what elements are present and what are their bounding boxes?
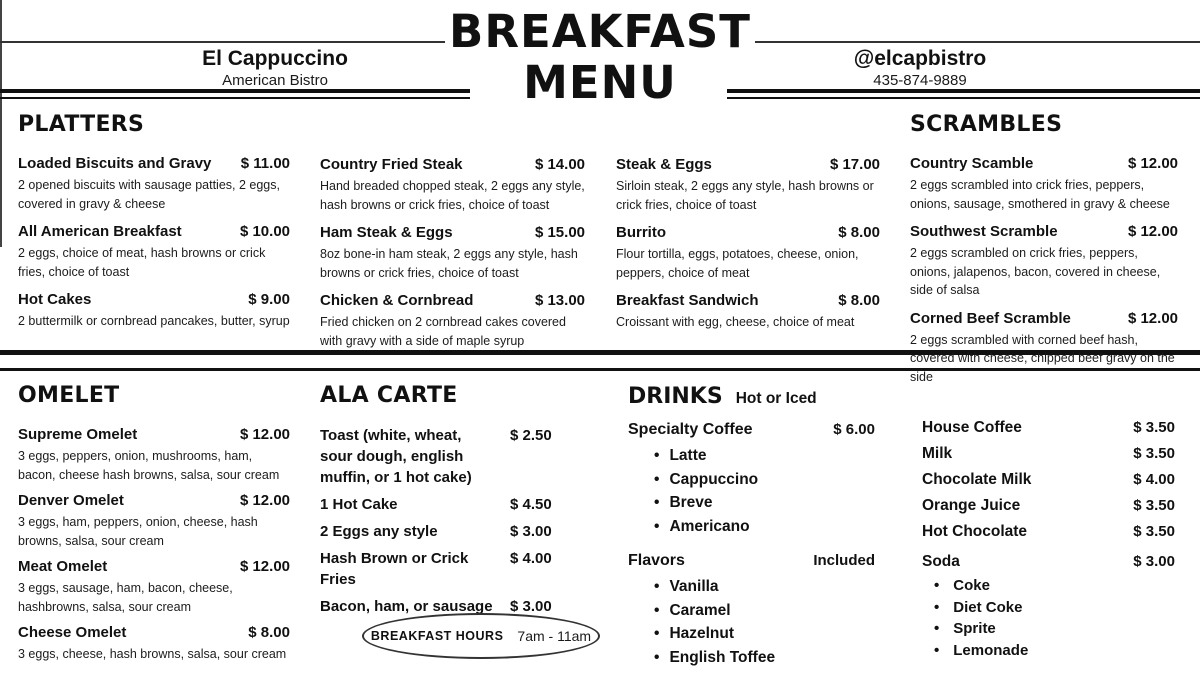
item-name: Bacon, ham, or sausage [320, 598, 493, 615]
item-name: Soda [922, 553, 960, 570]
social-handle: @elcapbistro [853, 47, 987, 70]
item-description: 2 buttermilk or cornbread pancakes, butter, syrup [18, 314, 290, 328]
item-name: Specialty Coffee [628, 421, 753, 438]
list-item: • Americano [654, 515, 875, 539]
item-price: $ 4.00 [1133, 471, 1175, 488]
omelet-heading: OMELET [18, 383, 120, 408]
item-name: Hot Cakes [18, 291, 92, 308]
menu-item [616, 291, 880, 332]
item-price: $ 11.00 [240, 155, 290, 172]
item-description: Croissant with egg, cheese, choice of meat [616, 315, 855, 329]
menu-item [320, 425, 586, 488]
item-price: $ 17.00 [829, 156, 880, 173]
item-description: Hand breaded chopped steak, 2 eggs any style, hash browns or crick fries, choice of toast [320, 179, 585, 212]
flavor-options [654, 575, 875, 669]
item-price: $ 4.50 [510, 496, 552, 513]
item-price: $ 3.00 [510, 598, 552, 615]
item-name: 2 Eggs any style [320, 523, 438, 540]
item-description: 3 eggs, peppers, onion, mushrooms, ham, bacon, cheese hash browns, salsa, sour cream [18, 449, 280, 482]
menu-item [18, 557, 290, 616]
item-name: Southwest Scramble [910, 223, 1058, 240]
item-name: Meat Omelet [18, 558, 108, 575]
item-price: $ 2.50 [510, 427, 552, 444]
breakfast-hours-badge [362, 613, 600, 659]
menu-item [628, 550, 875, 572]
menu-item [922, 441, 1175, 467]
item-price: $ 14.00 [534, 156, 585, 173]
item-name: Burrito [616, 224, 666, 241]
drinks-subheading: Hot or Iced [735, 390, 817, 407]
item-price: $ 3.00 [1133, 553, 1175, 570]
item-price: $ 8.00 [248, 624, 290, 641]
item-name: Chicken & Cornbread [320, 292, 474, 309]
item-name: Supreme Omelet [18, 426, 138, 443]
list-item: • Caramel [654, 599, 875, 623]
item-name: Corned Beef Scramble [910, 309, 1071, 327]
restaurant-tagline: American Bistro [222, 72, 328, 89]
menu-item [616, 223, 880, 282]
item-description: 2 opened biscuits with sausage patties, 2 eggs, covered in gravy & cheese [18, 178, 280, 211]
item-name: Breakfast Sandwich [616, 292, 759, 309]
list-item: • Breve [654, 491, 875, 515]
item-price: $ 15.00 [534, 224, 585, 241]
item-price: $ 12.00 [239, 492, 290, 509]
item-name: Country Fried Steak [320, 156, 463, 173]
item-price: Included [813, 552, 875, 569]
item-name: Country Scamble [910, 155, 1034, 172]
menu-item [922, 415, 1175, 441]
beverages-column [922, 385, 1175, 661]
item-price: $ 10.00 [239, 223, 290, 240]
page-title-line1: BREAKFAST [449, 5, 751, 58]
item-price: $ 13.00 [534, 292, 585, 309]
menu-item [922, 549, 1175, 575]
item-name: Hot Chocolate [922, 523, 1028, 540]
item-price: $ 12.00 [1127, 309, 1178, 327]
item-description: 3 eggs, ham, peppers, onion, cheese, hash browns, salsa, sour cream [18, 515, 258, 548]
platters-column-1 [18, 112, 290, 340]
platters-column-2 [320, 112, 585, 359]
ala-carte-heading: ALA CARTE [320, 383, 458, 408]
list-item: • Cappuccino [654, 468, 875, 492]
item-description: Fried chicken on 2 cornbread cakes covered with gravy with a side of maple syrup [320, 315, 566, 348]
item-price: $ 4.00 [510, 550, 552, 567]
item-price: $ 3.50 [1133, 445, 1175, 462]
item-name: Steak & Eggs [616, 156, 712, 173]
ala-carte-column [320, 383, 586, 623]
drinks-column [628, 383, 875, 669]
scrambles-column [910, 112, 1178, 395]
platters-heading: PLATTERS [18, 112, 145, 137]
drinks-heading: DRINKS [628, 384, 723, 409]
item-price: $ 3.50 [1133, 497, 1175, 514]
platters-column-3 [616, 112, 880, 341]
item-price: $ 6.00 [833, 421, 875, 438]
item-name: Flavors [628, 552, 685, 569]
menu-item [922, 519, 1175, 545]
item-name: Cheese Omelet [18, 624, 127, 641]
item-price: $ 8.00 [838, 224, 880, 241]
item-description: 8oz bone-in ham steak, 2 eggs any style, hash browns or crick fries, choice of toast [320, 247, 578, 280]
page-title-line2: MENU [523, 56, 677, 109]
item-name: Loaded Biscuits and Gravy [18, 155, 212, 172]
menu-item [320, 223, 585, 282]
menu-item [18, 425, 290, 484]
menu-item [320, 521, 586, 542]
scrambles-heading: SCRAMBLES [910, 112, 1063, 137]
item-price: $ 8.00 [838, 292, 880, 309]
menu-item [616, 155, 880, 214]
item-price: $ 12.00 [239, 558, 290, 575]
item-description: Flour tortilla, eggs, potatoes, cheese, onion, peppers, choice of meat [616, 247, 859, 280]
item-price: $ 12.00 [1127, 223, 1178, 240]
specialty-coffee-options [654, 444, 875, 538]
item-name: House Coffee [922, 419, 1022, 436]
item-price: $ 3.50 [1133, 419, 1175, 436]
menu-item [320, 291, 585, 350]
list-item: • Vanilla [654, 575, 875, 599]
menu-item [18, 222, 290, 281]
soda-options [934, 575, 1175, 661]
item-price: $ 3.00 [510, 523, 552, 540]
item-description: 2 eggs scrambled on crick fries, peppers, onions, jalapenos, bacon, covered in cheese, side of salsa [910, 246, 1161, 297]
item-description: Sirloin steak, 2 eggs any style, hash browns or crick fries, choice of toast [616, 179, 874, 212]
item-price: $ 9.00 [248, 291, 290, 308]
menu-item [628, 419, 875, 441]
item-name: Hash Brown or Crick Fries [320, 550, 469, 588]
menu-item [18, 154, 290, 213]
item-description: 2 eggs scrambled with corned beef hash, covered with cheese, chipped beef gravy on the side [910, 332, 1175, 384]
list-item: • English Toffee [654, 646, 875, 670]
menu-item [320, 155, 585, 214]
menu-item [18, 491, 290, 550]
list-item: • Latte [654, 444, 875, 468]
menu-item [320, 548, 586, 590]
list-item: • Sprite [934, 618, 1175, 640]
menu-item [910, 309, 1178, 387]
breakfast-hours-time: 7am - 11am [517, 628, 592, 644]
item-name: Milk [922, 445, 953, 462]
item-name: Denver Omelet [18, 492, 124, 509]
menu-item [18, 290, 290, 331]
item-name: 1 Hot Cake [320, 496, 398, 513]
item-name: Toast (white, wheat, sour dough, english muffin, or 1 hot cake) [320, 427, 472, 486]
item-name: All American Breakfast [18, 223, 182, 240]
item-description: 3 eggs, sausage, ham, bacon, cheese, hashbrowns, salsa, sour cream [18, 581, 233, 614]
list-item: • Coke [934, 575, 1175, 597]
list-item: • Hazelnut [654, 622, 875, 646]
menu-item [910, 154, 1178, 213]
menu-item [910, 222, 1178, 300]
restaurant-name: El Cappuccino [202, 47, 348, 70]
item-price: $ 12.00 [1127, 155, 1178, 172]
item-description: 3 eggs, cheese, hash browns, salsa, sour cream [18, 647, 287, 661]
item-name: Ham Steak & Eggs [320, 224, 453, 241]
menu-item [320, 494, 586, 515]
menu-item [18, 623, 290, 664]
menu-item [922, 467, 1175, 493]
menu-item [922, 493, 1175, 519]
item-price: $ 3.50 [1133, 523, 1175, 540]
item-name: Orange Juice [922, 497, 1021, 514]
item-description: 2 eggs, choice of meat, hash browns or crick fries, choice of toast [18, 246, 266, 279]
item-name: Chocolate Milk [922, 471, 1032, 488]
breakfast-hours-label: BREAKFAST HOURS [370, 629, 504, 643]
item-description: 2 eggs scrambled into crick fries, peppers, onions, sausage, smothered in gravy & cheese [910, 178, 1170, 211]
list-item: • Lemonade [934, 640, 1175, 662]
list-item: • Diet Coke [934, 597, 1175, 619]
phone-number: 435-874-9889 [873, 72, 967, 89]
contact-info [760, 47, 1080, 90]
item-price: $ 12.00 [239, 426, 290, 443]
omelet-column [18, 383, 290, 671]
